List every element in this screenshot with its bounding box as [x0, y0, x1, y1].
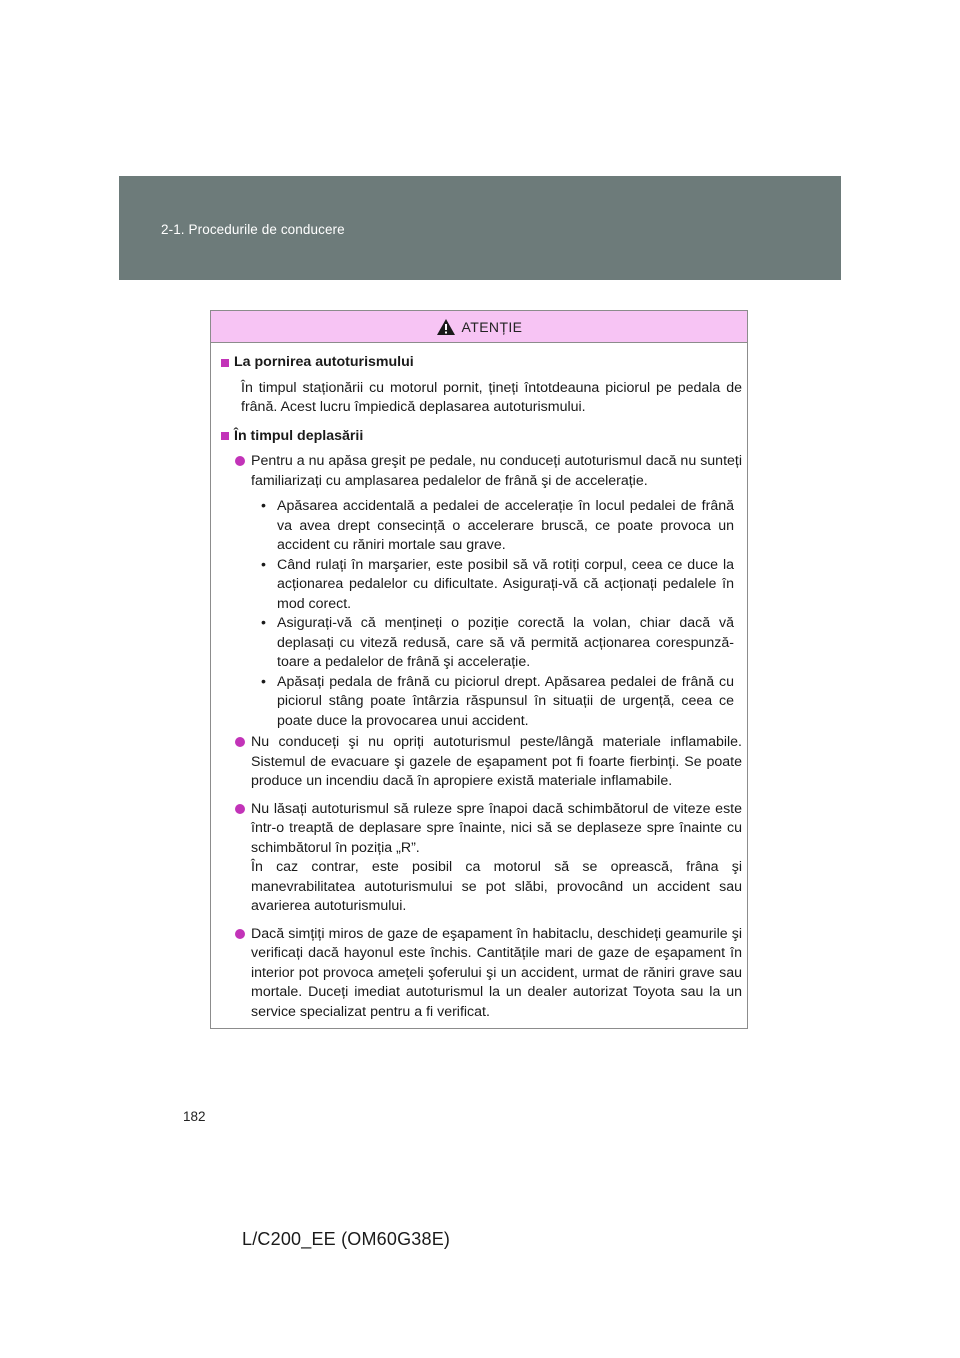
section-title: 2-1. Procedurile de conducere [161, 222, 345, 237]
round-bullet-icon [235, 929, 245, 939]
square-bullet-icon [221, 432, 229, 440]
paragraph-starting: În timpul staționării cu motorul pornit, țineți întotdeauna piciorul pe pedala de frână. Acest lucru împiedică deplasarea autoturismului. [241, 379, 742, 415]
subheading-starting: La pornirea autoturismului [221, 353, 742, 373]
sub-list-item: • Apăsarea accidentală a pedalei de accelerație în locul pedalei de frână va avea drept consecință o accelerare bruscă, ce poate provoca un accident cu răniri mortale sau grave. [261, 498, 734, 553]
subheading-driving: În timpul deplasării [221, 427, 742, 447]
square-bullet-icon [221, 359, 229, 367]
warning-header [211, 311, 747, 343]
list-item: Dacă simțiți miros de gaze de eşapament în habitaclu, deschideți geamurile şi verificați dacă hayonul este închis. Cantitățile mari de gaze de eşapament în interior pot provoca amețeli şoferului şi un accident, urmat de răniri grave sau mortale. Duceți imediat autoturismul la un dealer autorizat Toyota sau la un service specializat pentru a fi verificat. [231, 925, 742, 1023]
warning-body [211, 343, 747, 1022]
sub-list-item: • Apăsați pedala de frână cu piciorul drept. Apăsarea pedalei de frână cu piciorul stâng poate întârzia răspunsul în situații de urgență, ceea ce poate duce la provocarea unui accident. [261, 673, 734, 729]
round-bullet-icon [235, 737, 245, 747]
list-item: Pentru a nu apăsa greşit pe pedale, nu conduceți autoturismul dacă nu sunteți familiarizați cu amplasarea pedalelor de frână şi de accelerație. [231, 452, 742, 491]
sub-list-item: • Când rulați în marşarier, este posibil să vă rotiți corpul, ceea ce duce la acționarea pedalelor cu dificultate. Asigurați-vă că acționați pedalele în mod corect. [261, 556, 734, 612]
page-number: 182 [183, 1109, 206, 1124]
round-bullet-icon [235, 804, 245, 814]
round-bullet-icon [235, 456, 245, 466]
sub-list-item: • Asigurați-vă că mențineți o poziție corectă la volan, chiar dacă vă deplasați cu viteză redusă, care să vă permită acționarea corespunză-toare a pedalelor de frână şi accelerație. [261, 615, 734, 670]
sub-list [261, 497, 742, 731]
warning-title: ATENȚIE [461, 318, 523, 335]
document-code: L/C200_EE (OM60G38E) [242, 1229, 451, 1249]
warning-box [210, 310, 748, 1029]
list-item: Nu lăsați autoturismul să ruleze spre înapoi dacă schimbătorul de viteze este într-o treaptă de deplasare spre înainte, nici să se deplaseze spre înainte cu schimbătorul în poziția „R”. În caz contrar, este posibil ca motorul să se oprească, frâna şi manevrabilitatea autoturismului se pot slăbi, provocând un accident sau avarierea autoturismului. [231, 800, 742, 917]
list-item: Nu conduceți şi nu opriți autoturismul peste/lângă materiale inflamabile. Sistemul de evacuare şi gazele de eşapament pot fi foarte fierbinți. Se poate produce un incendiu dacă în apropiere există materiale inflamabile. [231, 733, 742, 792]
warning-triangle-icon [436, 318, 456, 336]
section-header-band [119, 176, 841, 280]
